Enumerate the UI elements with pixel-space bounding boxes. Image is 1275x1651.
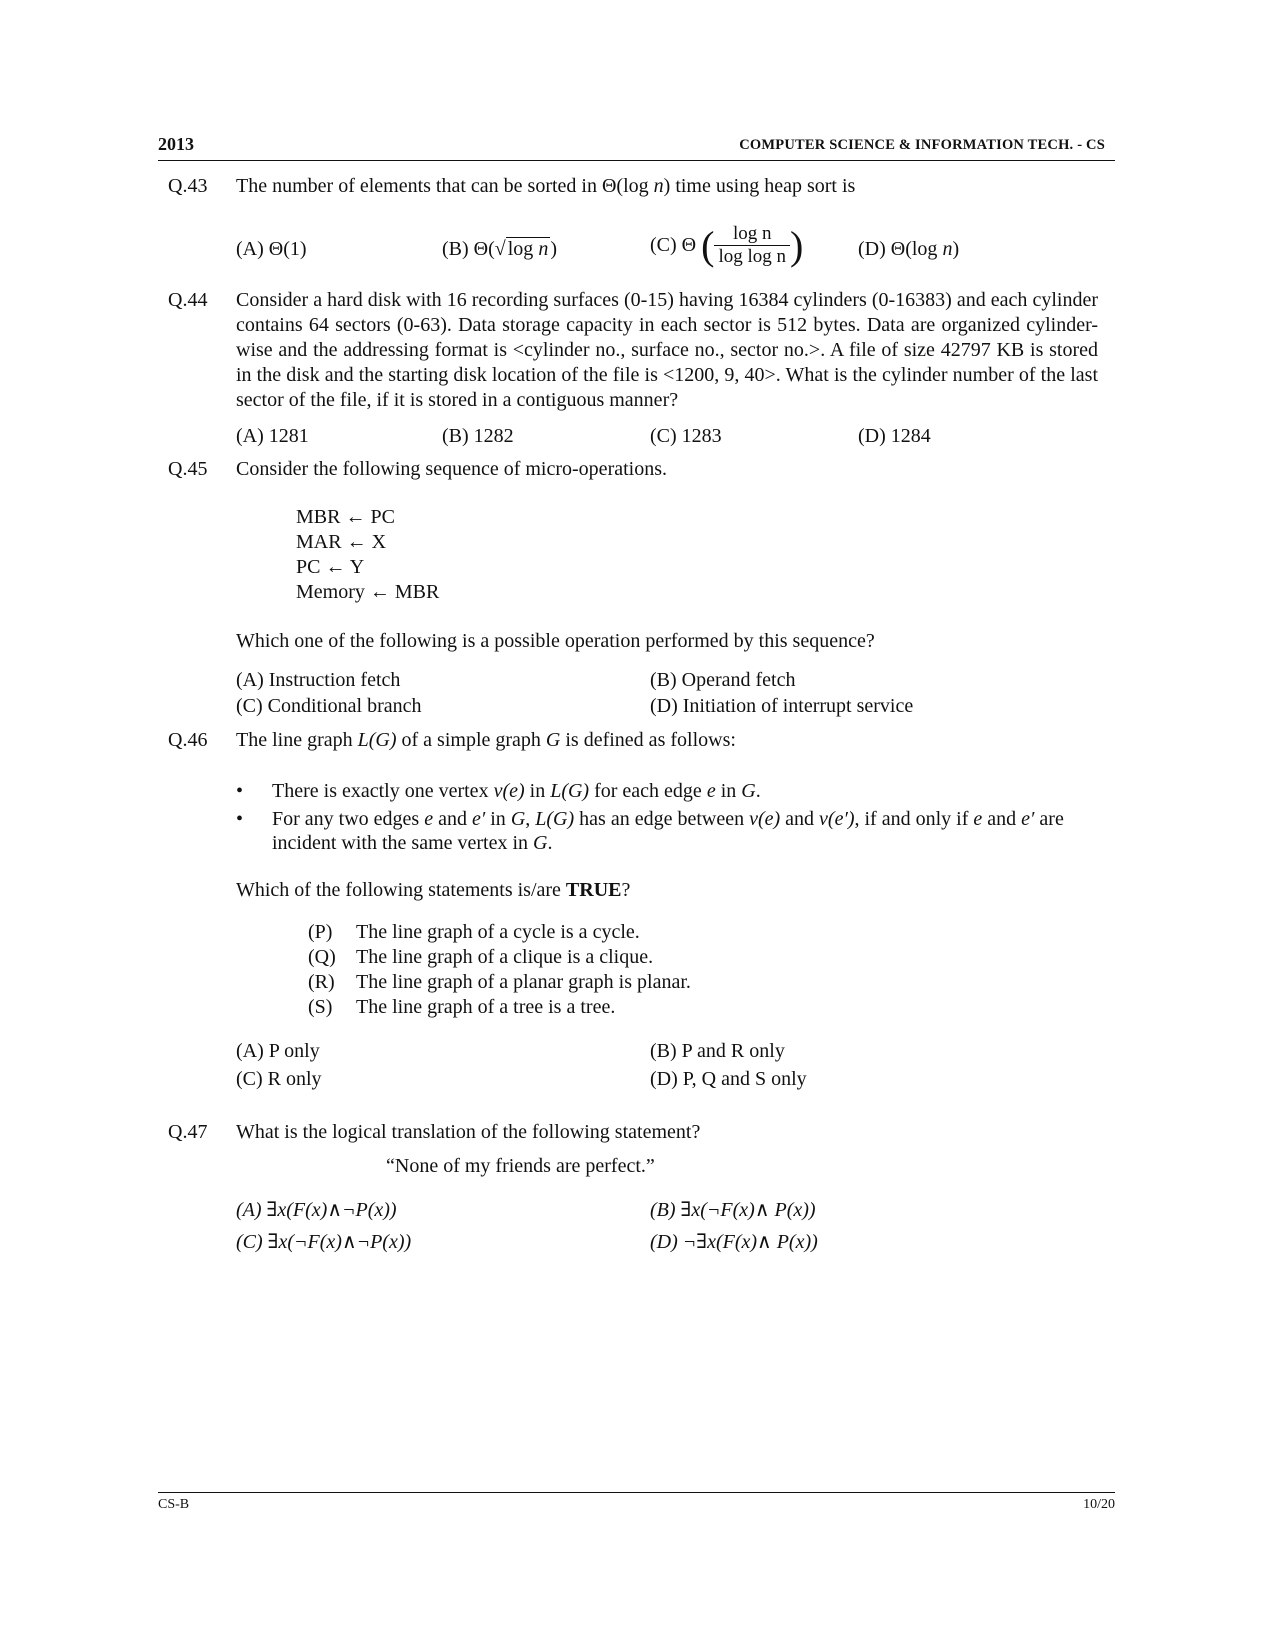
q43-option-d: (D) Θ(log n) <box>858 238 960 260</box>
exam-page: 2013 COMPUTER SCIENCE & INFORMATION TECH. - CS Q.43 The number of elements that can be sorted in Θ(log n) time using heap sort is (A) Θ(1) (B) Θ(√ log n ) (C) Θ ( $\frac{\text{log n}}{\text{log log n}}$ ) (D) Θ(log n) Q.44 Consider a hard disk with 16 recording surfaces (0-15) having 16384 cylinders (0-16383) and each cylinder contains 64 sectors (0-63). Data storage capacity in each sector is 512 bytes. Data are organized cylinder-wise and the addressing format is <cylinder no., surface no., sector no.>. A file of size 42797 KB is stored in the disk and the starting disk location of the file is <1200, 9, 40>. What is the cylinder number of the last sector of the file, if it is stored in a contiguous manner? (A) 1281 (B) 1282 (C) 1283 (D) 1284 Q.45 Consider the following sequence of micro-operations. MBR ← PC MAR ← X PC ← Y Memory ← MBR Which one of the following is a possible operation performed by this sequence? (A) Instruction fetch (B) Operand fetch (C) Conditional branch (D) Initiation of interrupt service Q.46 The line graph L(G) of a simple graph G is defined as follows: • There is exactly one vertex v(e) in L(G) for each edge e in G. • For any two edges e and e′ in G, L(G) has an edge between v(e) and v(e′), if and only if e and e′ are incident with the same vertex in G. Which of the following statements is/are TRUE? (P) The line graph of a cycle is a cycle. (Q) The line graph of a clique is a clique. (R) The line graph of a planar graph is planar. (S) The line graph of a tree is a tree. (A) P only (B) P and R only (C) R only (D) P, Q and S only Q.47 What is the logical translation of the following statement? “None of my friends are perfect.” (A) ∃x(F(x)∧¬P(x)) (B) ∃x(¬F(x)∧ P(x)) (C) ∃x(¬F(x)∧¬P(x)) (D) ¬∃x(F(x)∧ P(x)) CS-B 10/20 <box>158 134 1115 1512</box>
q44-option-d: (D) 1284 <box>858 425 931 447</box>
q47-option-d: (D) ¬∃x(F(x)∧ P(x)) <box>650 1231 818 1253</box>
q44-option-a: (A) 1281 <box>236 425 309 447</box>
micro-op: PC ← Y <box>296 556 365 578</box>
q45-option-a: (A) Instruction fetch <box>236 669 401 691</box>
header-subject: COMPUTER SCIENCE & INFORMATION TECH. - CS <box>739 137 1105 153</box>
micro-op: MBR ← PC <box>296 506 395 528</box>
page-footer <box>158 1492 1115 1512</box>
question-number: Q.43 <box>168 175 208 197</box>
q45-option-d: (D) Initiation of interrupt service <box>650 695 914 717</box>
q45-question: Which one of the following is a possible operation performed by this sequence? <box>236 630 875 652</box>
paper-code: CS-B <box>158 1497 190 1512</box>
q46-option-a: (A) P only <box>236 1040 320 1062</box>
q47-option-c: (C) ∃x(¬F(x)∧¬P(x)) <box>236 1231 412 1253</box>
quoted-statement: “None of my friends are perfect.” <box>386 1155 655 1177</box>
q46-option-b: (B) P and R only <box>650 1040 785 1062</box>
micro-op: Memory ← MBR <box>296 581 440 603</box>
fraction-denominator: log log n <box>718 246 786 267</box>
micro-operations <box>296 505 439 605</box>
q44-option-c: (C) 1283 <box>650 425 722 447</box>
question-text: What is the logical translation of the following statement? <box>236 1121 701 1143</box>
q46-option-d: (D) P, Q and S only <box>650 1068 807 1090</box>
question-text: The number of elements that can be sorted in Θ(log n) time using heap sort is <box>236 175 856 197</box>
definition-bullet-1: • There is exactly one vertex v(e) in L(G) for each edge e in G. <box>236 780 761 802</box>
q44-option-b: (B) 1282 <box>442 425 514 447</box>
question-number: Q.44 <box>168 289 208 311</box>
definition-bullet-2: • For any two edges e and e′ in G, L(G) has an edge between v(e) and v(e′), if and only if e and e′ are incident with the same vertex in G. <box>236 808 1064 854</box>
question-number: Q.45 <box>168 458 208 480</box>
page-header <box>158 134 1115 161</box>
header-year: 2013 <box>158 134 194 154</box>
q43-option-a: (A) Θ(1) <box>236 238 307 260</box>
q47-option-a: (A) ∃x(F(x)∧¬P(x)) <box>236 1199 397 1221</box>
q45-option-b: (B) Operand fetch <box>650 669 796 691</box>
fraction-numerator: log n <box>714 223 790 246</box>
question-number: Q.47 <box>168 1121 208 1143</box>
question-text: The line graph L(G) of a simple graph G is defined as follows: <box>236 729 736 751</box>
q43-option-b: (B) Θ(√ log n ) <box>442 238 557 260</box>
question-number: Q.46 <box>168 729 208 751</box>
q47-option-b: (B) ∃x(¬F(x)∧ P(x)) <box>650 1199 816 1221</box>
page-number: 10/20 <box>1083 1497 1115 1512</box>
question-text: Consider a hard disk with 16 recording surfaces (0-15) having 16384 cylinders (0-16383) and each cylinder contains 64 sectors (0-63). Data storage capacity in each sector is 512 bytes. Data are organized cylinder-wise and the addressing format is <cylinder no., surface no., sector no.>. A file of size 42797 KB is stored in the disk and the starting disk location of the file is <1200, 9, 40>. What is the cylinder number of the last sector of the file, if it is stored in a contiguous manner? <box>236 289 1098 411</box>
definition-list <box>236 779 1106 859</box>
q45-option-c: (C) Conditional branch <box>236 695 422 717</box>
micro-op: MAR ← X <box>296 531 387 553</box>
q46-question: Which of the following statements is/are TRUE? <box>236 879 631 901</box>
question-text: Consider the following sequence of micro-operations. <box>236 458 667 480</box>
q43-option-c: (C) Θ ( $\frac{\text{log n}}{\text{log log n}}$ ) <box>650 223 804 268</box>
q46-option-c: (C) R only <box>236 1068 322 1090</box>
